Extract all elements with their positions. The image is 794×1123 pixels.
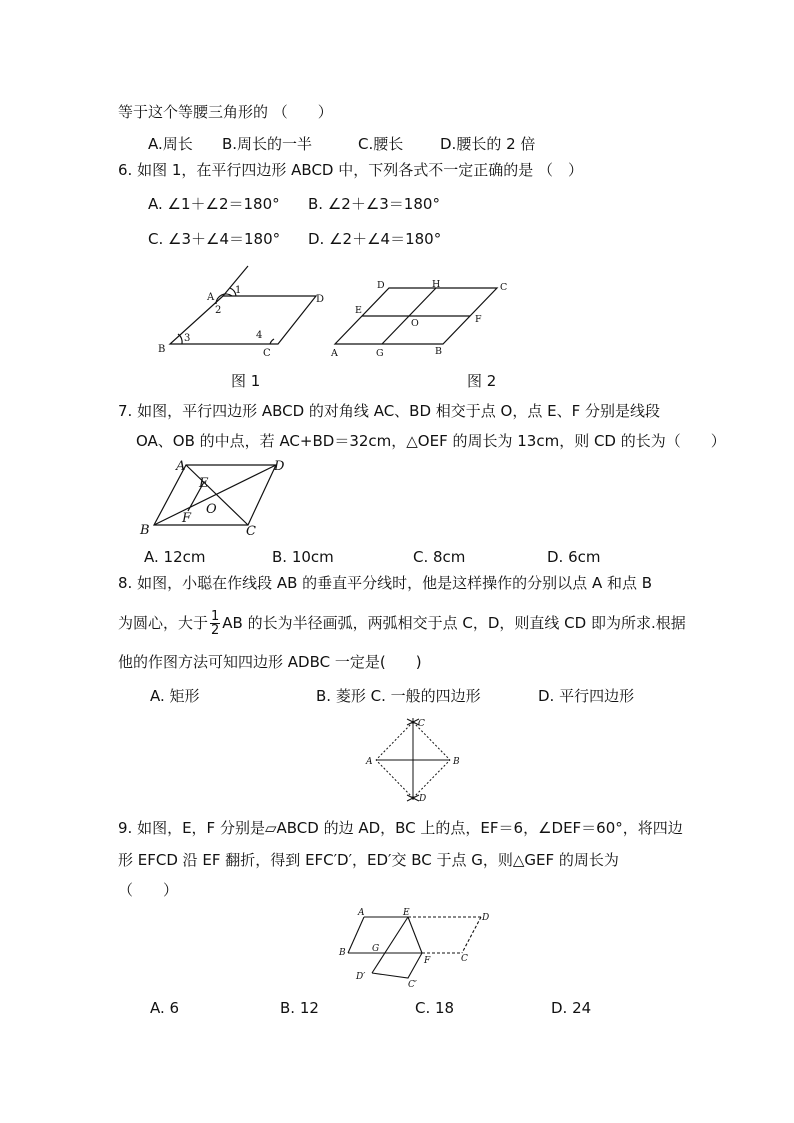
fig2-label-e: E	[355, 305, 362, 316]
q8-fig-label-b: B	[453, 757, 460, 767]
q6-stem: 6. 如图 1，在平行四边形 ABCD 中，下列各式不一定正确的是 （ ）	[118, 161, 584, 179]
q8-stem-line2-post: AB 的长为半径画弧，两弧相交于点 C，D，则直线 CD 即为所求.根据	[222, 614, 686, 632]
q6-option-b[interactable]: B. ∠2＋∠3＝180°	[308, 195, 440, 213]
q9-stem-line2: 形 EFCD 沿 EF 翻折，得到 EFC′D′，ED′交 BC 于点 G，则△GEF 的周长为	[118, 851, 619, 869]
q9-fig-label-c: C	[461, 954, 468, 964]
q6-fig2-caption: 图 2	[467, 372, 497, 390]
q9-fig-label-e: E	[403, 908, 410, 918]
fig2-label-b: B	[435, 346, 442, 357]
q6-option-a[interactable]: A. ∠1＋∠2＝180°	[148, 195, 280, 213]
q6-fig1-caption: 图 1	[231, 372, 261, 390]
q6-figure-2	[325, 278, 515, 362]
fig1-label-a: A	[207, 292, 215, 303]
q6-figure-1	[150, 262, 340, 362]
fig2-label-f: F	[475, 314, 482, 325]
q7-fig-label-d: D	[274, 459, 285, 474]
fig2-label-d: D	[377, 280, 385, 291]
q7-option-a[interactable]: A. 12cm	[144, 548, 206, 566]
q9-fig-label-g: G	[372, 944, 380, 954]
q8-fig-label-d: D	[419, 794, 427, 804]
q9-fig-label-d-prime: D′	[356, 972, 366, 982]
q9-stem-line1: 9. 如图，E，F 分别是▱ABCD 的边 AD，BC 上的点，EF＝6，∠DEF＝60°，将四边	[118, 819, 683, 837]
q8-option-d[interactable]: D. 平行四边形	[538, 687, 635, 705]
q7-fig-label-e: E	[199, 476, 209, 491]
q8-fraction	[210, 610, 220, 637]
q9-fig-label-d: D	[482, 913, 490, 923]
q8-fig-label-c: C	[418, 719, 425, 729]
q6-option-c[interactable]: C. ∠3＋∠4＝180°	[148, 230, 281, 248]
q9-fig-label-f: F	[424, 956, 431, 966]
q7-option-c[interactable]: C. 8cm	[413, 548, 466, 566]
fig2-label-g: G	[376, 348, 384, 359]
q8-fraction-denominator: 2	[211, 623, 220, 638]
q9-option-c[interactable]: C. 18	[415, 999, 455, 1017]
q7-option-b[interactable]: B. 10cm	[272, 548, 334, 566]
q7-fig-label-b: B	[140, 523, 150, 538]
fig2-label-o: O	[411, 318, 419, 329]
q8-stem-line1: 8. 如图，小聪在作线段 AB 的垂直平分线时，他是这样操作的分别以点 A 和点 B	[118, 574, 653, 592]
q7-fig-label-f: F	[182, 511, 192, 526]
q8-stem-line3: 他的作图方法可知四边形 ADBC 一定是( )	[118, 653, 422, 671]
q5-option-c[interactable]: C.腰长	[358, 135, 404, 153]
fig1-label-c: C	[263, 348, 271, 359]
q7-stem-line2: OA、OB 的中点，若 AC+BD＝32cm，△OEF 的周长为 13cm，则 CD 的长为（ ）	[136, 432, 726, 450]
q5-option-a[interactable]: A.周长	[148, 135, 193, 153]
q7-figure	[136, 455, 296, 541]
fig1-label-4: 4	[256, 330, 263, 341]
q7-option-d[interactable]: D. 6cm	[547, 548, 601, 566]
fig1-label-1: 1	[235, 285, 242, 296]
q8-option-a[interactable]: A. 矩形	[150, 687, 200, 705]
q7-fig-label-o: O	[206, 502, 217, 517]
q8-stem-line2-pre: 为圆心，大于	[118, 614, 209, 632]
q7-fig-label-c: C	[246, 524, 256, 539]
q9-stem-line3: （ ）	[118, 881, 179, 899]
fig1-label-2: 2	[215, 305, 222, 316]
fig2-label-a: A	[331, 348, 338, 359]
q8-stem-line2	[118, 609, 686, 637]
q7-stem-line1: 7. 如图，平行四边形 ABCD 的对角线 AC、BD 相交于点 O，点 E、F 分别是线段	[118, 402, 660, 420]
fig1-label-b: B	[158, 344, 166, 355]
q8-option-b[interactable]: B. 菱形 C. 一般的四边形	[316, 687, 481, 705]
fig2-label-h: H	[432, 279, 441, 290]
fig2-label-c: C	[500, 282, 508, 293]
q9-figure	[336, 905, 496, 991]
q5-option-b[interactable]: B.周长的一半	[222, 135, 313, 153]
q9-fig-label-c-prime: C′	[408, 980, 417, 990]
fig1-label-d: D	[316, 294, 325, 305]
fig1-label-3: 3	[184, 333, 191, 344]
q7-fig-label-a: A	[176, 459, 186, 474]
q8-fig-label-a: A	[366, 757, 373, 767]
q8-fraction-numerator: 1	[211, 609, 220, 624]
q6-option-d[interactable]: D. ∠2＋∠4＝180°	[308, 230, 442, 248]
q9-option-b[interactable]: B. 12	[280, 999, 319, 1017]
q5-option-d[interactable]: D.腰长的 2 倍	[440, 135, 536, 153]
q5-stem-tail: 等于这个等腰三角形的 （ ）	[118, 103, 333, 121]
q8-figure	[358, 712, 468, 806]
q9-fig-label-b: B	[339, 948, 346, 958]
q9-option-d[interactable]: D. 24	[551, 999, 592, 1017]
q9-option-a[interactable]: A. 6	[150, 999, 180, 1017]
q9-fig-label-a: A	[358, 908, 365, 918]
